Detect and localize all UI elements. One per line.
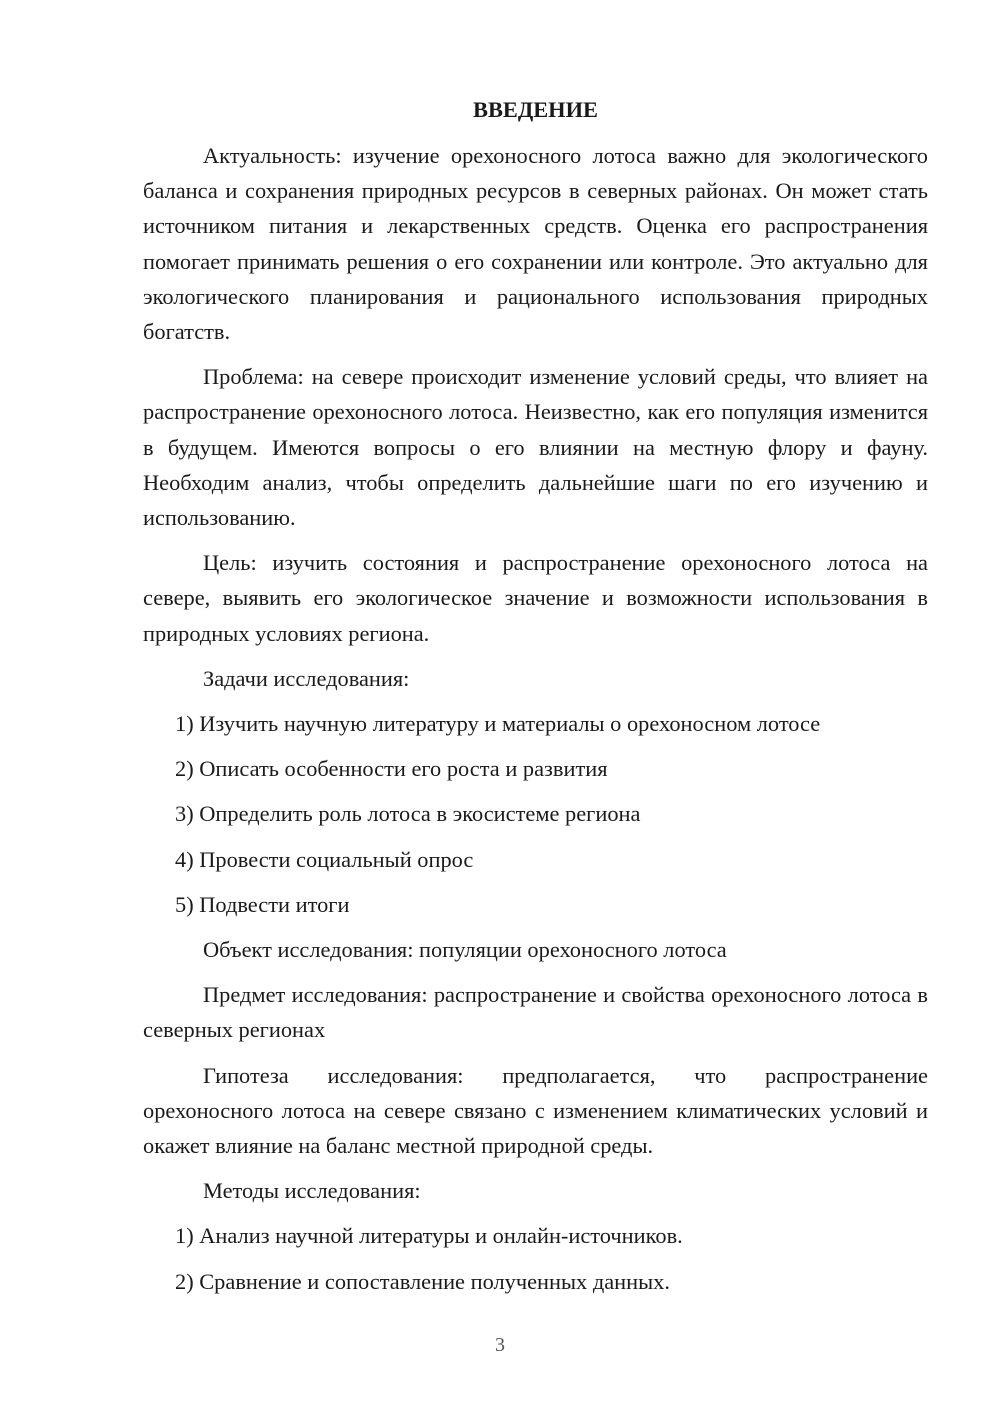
methods-list — [143, 1218, 928, 1298]
hypothesis-paragraph: Гипотеза исследования: предполагается, что распространение орехоносного лотоса на севере связано с изменением климатических условий и окажет влияние на баланс местной природной среды. — [143, 1062, 928, 1159]
list-item: 2) Сравнение и сопоставление полученных данных. — [175, 1268, 670, 1294]
list-item: 2) Описать особенности его роста и развития — [175, 756, 608, 782]
object-paragraph: Объект исследования: популяции орехоносного лотоса — [203, 937, 727, 963]
problem-paragraph: Проблема: на севере происходит изменение условий среды, что влияет на распространение орехоносного лотоса. Неизвестно, как его популяция изменится в будущем. Имеются вопросы о его влиянии на местную флору и фауну. Необходим анализ, чтобы определить дальнейшие шаги по его изучению и использованию. — [143, 364, 928, 531]
methods-heading: Методы исследования: — [203, 1178, 421, 1204]
subject-paragraph: Предмет исследования: распространение и свойства орехоносного лотоса в северных регионах — [143, 982, 928, 1043]
page-title: ВВЕДЕНИЕ — [473, 97, 598, 122]
list-item: 1) Анализ научной литературы и онлайн-источников. — [175, 1223, 683, 1249]
tasks-heading: Задачи исследования: — [203, 665, 410, 691]
goal-paragraph: Цель: изучить состояния и распространение орехоносного лотоса на севере, выявить его экологическое значение и возможности использования в природных условиях региона. — [143, 550, 928, 646]
page-body — [143, 92, 928, 1309]
list-item: 5) Подвести итоги — [175, 891, 350, 917]
tasks-list — [143, 706, 928, 922]
relevance-paragraph: Актуальность: изучение орехоносного лотоса важно для экологического баланса и сохранения природных ресурсов в северных районах. Он может стать источником питания и лекарственных средств. Оценка его распространения помогает принимать решения о его сохранении или контроле. Это актуально для экологического планирования и рационального использования природных богатств. — [143, 143, 928, 345]
list-item: 3) Определить роль лотоса в экосистеме региона — [175, 801, 641, 827]
page-number: 3 — [495, 1334, 505, 1356]
list-item: 4) Провести социальный опрос — [175, 846, 474, 872]
list-item: 1) Изучить научную литературу и материалы о орехоносном лотосе — [175, 711, 821, 737]
